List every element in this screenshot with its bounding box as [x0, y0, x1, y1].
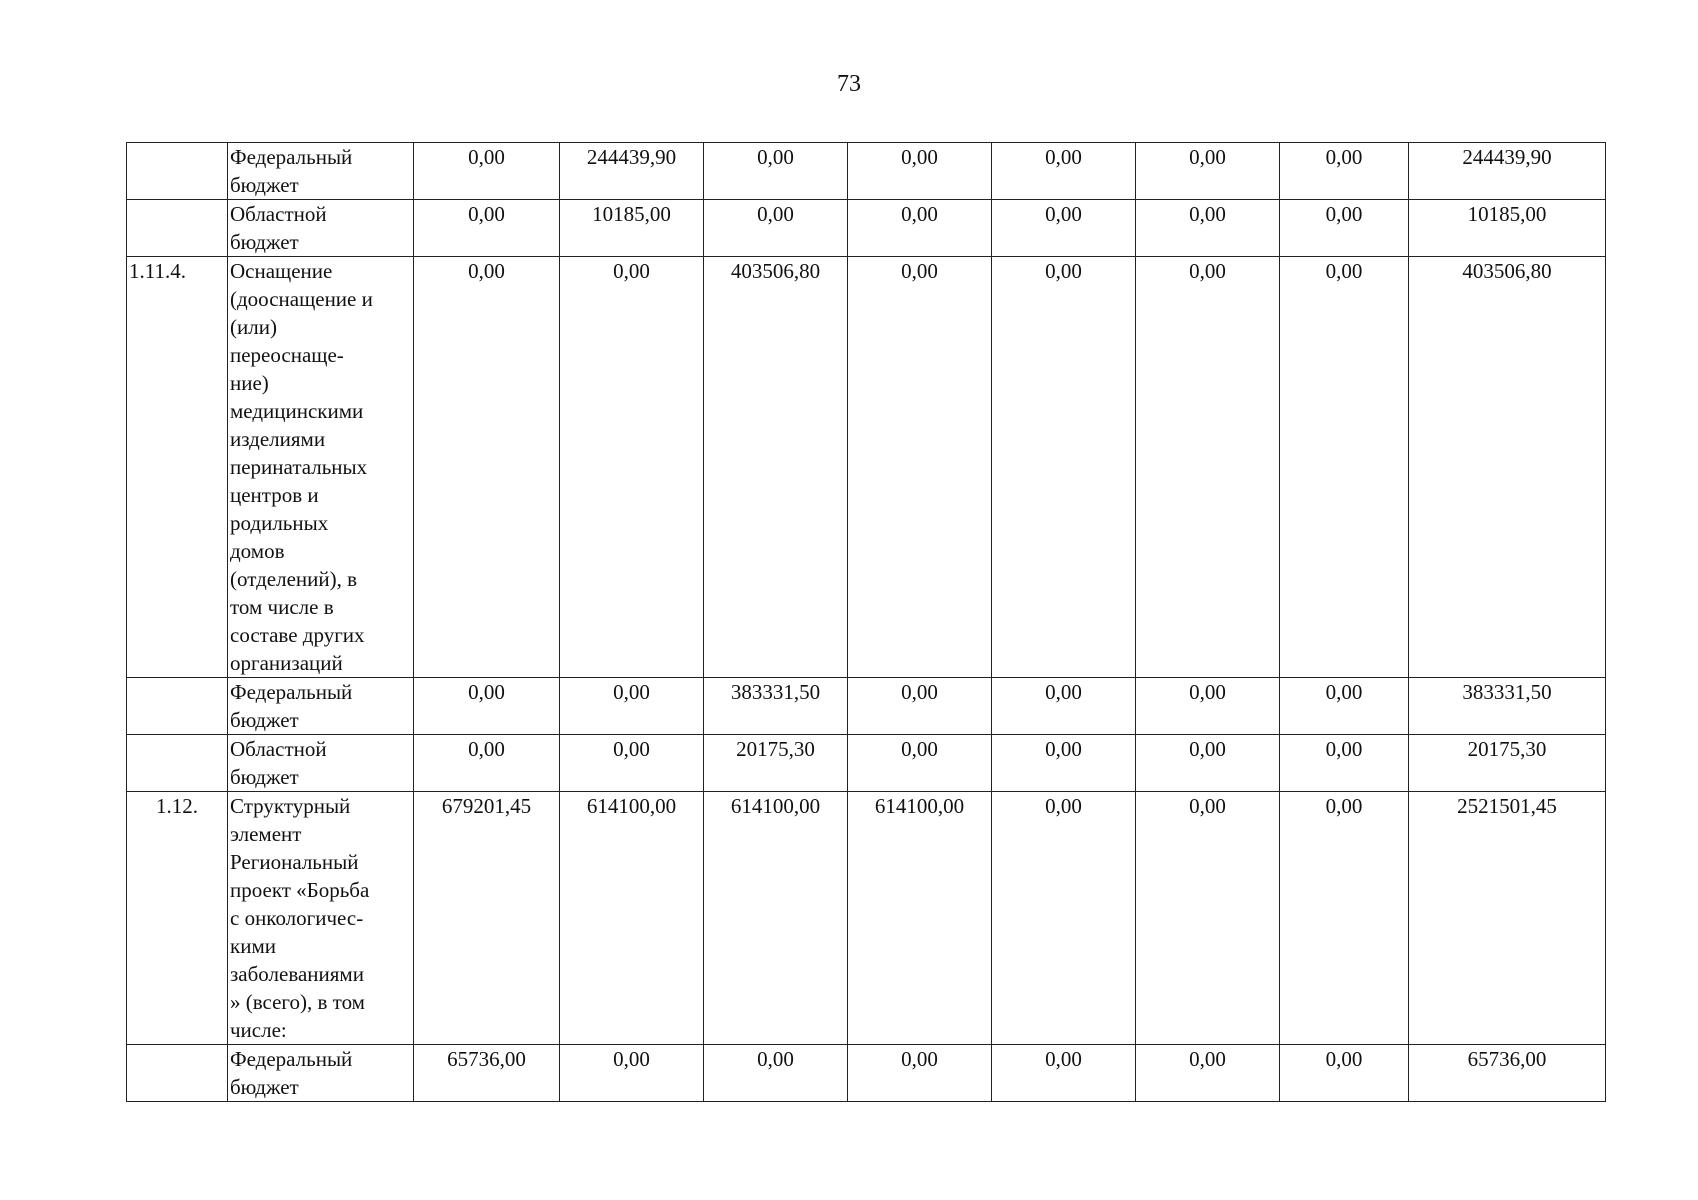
- value-cell: 0,00: [848, 1045, 992, 1102]
- value-cell: 614100,00: [560, 792, 704, 1045]
- value-cell: 0,00: [1136, 257, 1280, 678]
- row-code-cell: [127, 143, 228, 200]
- value-cell: 0,00: [560, 257, 704, 678]
- value-cell: 0,00: [1136, 200, 1280, 257]
- value-cell: 614100,00: [704, 792, 848, 1045]
- value-cell: 0,00: [704, 200, 848, 257]
- value-cell: 0,00: [992, 1045, 1136, 1102]
- table-row: [127, 257, 1606, 678]
- row-name-text: Оснащение (дооснащение и (или) переоснаще- ние) медицинскими изделиями перинатальных центров и родильных домов (отделений), в том числе в составе других организаций: [230, 259, 373, 675]
- value-cell: 0,00: [1280, 678, 1409, 735]
- row-name-text: Федеральный бюджет: [230, 145, 353, 197]
- value-cell: 614100,00: [848, 792, 992, 1045]
- value-cell: 0,00: [848, 735, 992, 792]
- page-number: 73: [837, 71, 861, 97]
- table-row: [127, 678, 1606, 735]
- value-cell: 0,00: [704, 1045, 848, 1102]
- row-name-cell: [228, 678, 414, 735]
- value-cell: 679201,45: [414, 792, 560, 1045]
- row-name-text: Федеральный бюджет: [230, 1047, 353, 1099]
- value-cell: 0,00: [848, 143, 992, 200]
- value-cell: 0,00: [1280, 1045, 1409, 1102]
- total-value-cell: 10185,00: [1409, 200, 1606, 257]
- value-cell: 0,00: [560, 735, 704, 792]
- row-name-cell: [228, 257, 414, 678]
- budget-table: [126, 142, 1606, 1102]
- row-name-text: Федеральный бюджет: [230, 680, 353, 732]
- value-cell: 0,00: [704, 143, 848, 200]
- value-cell: 10185,00: [560, 200, 704, 257]
- total-value-cell: 383331,50: [1409, 678, 1606, 735]
- value-cell: 0,00: [414, 143, 560, 200]
- value-cell: 0,00: [848, 200, 992, 257]
- row-code-cell: [127, 678, 228, 735]
- row-name-cell: [228, 200, 414, 257]
- total-value-cell: 244439,90: [1409, 143, 1606, 200]
- value-cell: 65736,00: [414, 1045, 560, 1102]
- table-row: [127, 143, 1606, 200]
- total-value-cell: 403506,80: [1409, 257, 1606, 678]
- row-code-cell: [127, 200, 228, 257]
- value-cell: 0,00: [992, 143, 1136, 200]
- value-cell: 0,00: [992, 257, 1136, 678]
- value-cell: 0,00: [560, 678, 704, 735]
- value-cell: 0,00: [560, 1045, 704, 1102]
- row-name-text: Структурный элемент Региональный проект «Борьба с онкологичес- кими заболеваниями » (всего), в том числе:: [230, 794, 370, 1042]
- value-cell: 0,00: [1136, 678, 1280, 735]
- value-cell: 0,00: [848, 678, 992, 735]
- value-cell: 0,00: [1136, 735, 1280, 792]
- value-cell: 0,00: [1280, 200, 1409, 257]
- value-cell: 0,00: [992, 678, 1136, 735]
- total-value-cell: 65736,00: [1409, 1045, 1606, 1102]
- table-row: [127, 1045, 1606, 1102]
- row-name-cell: [228, 143, 414, 200]
- row-name-text: Областной бюджет: [230, 737, 327, 789]
- row-code-cell: [127, 1045, 228, 1102]
- value-cell: 0,00: [414, 678, 560, 735]
- total-value-cell: 2521501,45: [1409, 792, 1606, 1045]
- value-cell: 0,00: [1136, 143, 1280, 200]
- value-cell: 0,00: [1280, 792, 1409, 1045]
- value-cell: 403506,80: [704, 257, 848, 678]
- value-cell: 0,00: [992, 792, 1136, 1045]
- value-cell: 0,00: [992, 735, 1136, 792]
- value-cell: 0,00: [414, 257, 560, 678]
- table-body: [127, 143, 1606, 1102]
- value-cell: 0,00: [1136, 792, 1280, 1045]
- row-code-cell: [127, 735, 228, 792]
- value-cell: 0,00: [1280, 143, 1409, 200]
- value-cell: 0,00: [414, 735, 560, 792]
- table-row: [127, 735, 1606, 792]
- value-cell: 244439,90: [560, 143, 704, 200]
- value-cell: 383331,50: [704, 678, 848, 735]
- row-name-cell: [228, 735, 414, 792]
- row-name-text: Областной бюджет: [230, 202, 327, 254]
- value-cell: 0,00: [992, 200, 1136, 257]
- value-cell: 20175,30: [704, 735, 848, 792]
- value-cell: 0,00: [1280, 257, 1409, 678]
- row-code-cell: 1.12.: [127, 792, 228, 1045]
- value-cell: 0,00: [848, 257, 992, 678]
- row-name-cell: [228, 792, 414, 1045]
- row-code-cell: 1.11.4.: [127, 257, 228, 678]
- value-cell: 0,00: [1280, 735, 1409, 792]
- value-cell: 0,00: [1136, 1045, 1280, 1102]
- row-name-cell: [228, 1045, 414, 1102]
- table-row: [127, 792, 1606, 1045]
- value-cell: 0,00: [414, 200, 560, 257]
- table-row: [127, 200, 1606, 257]
- total-value-cell: 20175,30: [1409, 735, 1606, 792]
